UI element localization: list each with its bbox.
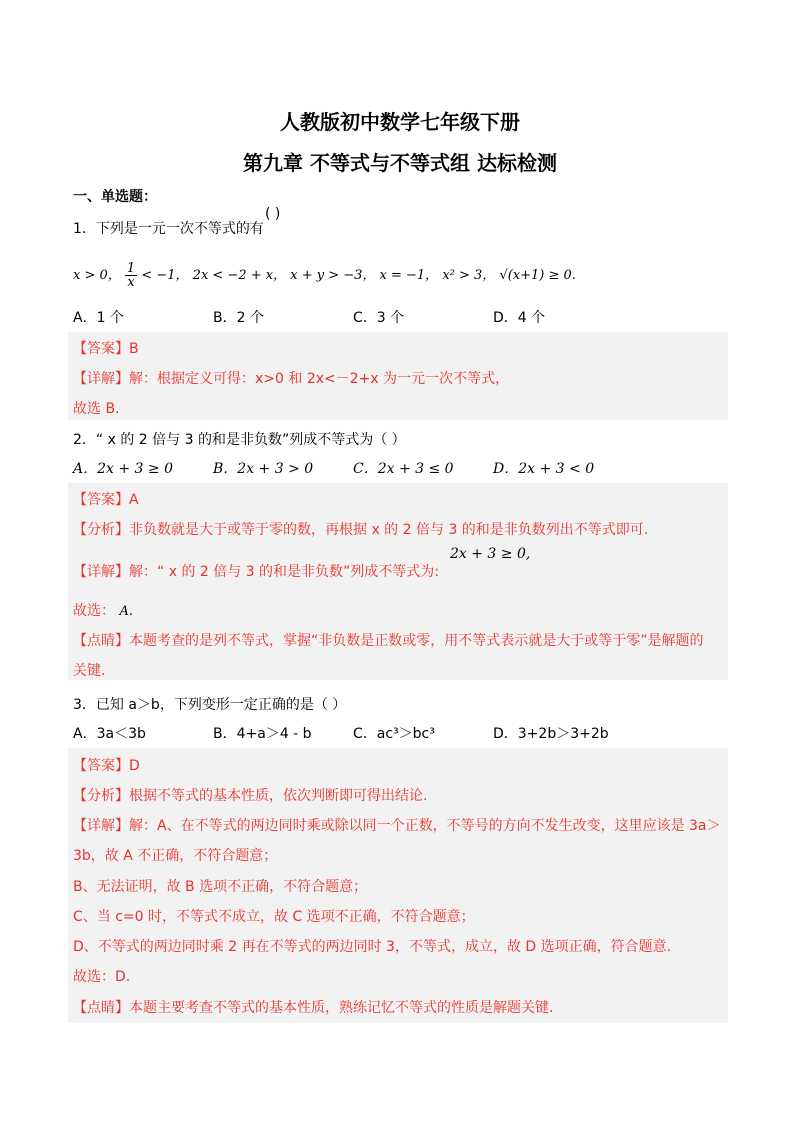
chapter-subtitle: 第九章 不等式与不等式组 达标检测: [243, 151, 557, 175]
q2-comment-line1: 【点睛】本题考查的是列不等式，掌握“非负数是正数或零，用不等式表示就是大于或等于零”是解题的: [73, 633, 704, 649]
q1-option-c: C．3 个: [353, 310, 405, 326]
q1-stem: 1．下列是一元一次不等式的有: [73, 221, 264, 237]
q1-conclusion: 故选 B.: [73, 401, 120, 417]
q2-option-d: D．2x + 3 < 0: [493, 461, 595, 477]
q2-answer: 【答案】A: [73, 492, 139, 508]
q1-expr-a: x > 0，: [73, 268, 121, 283]
q1-expressions: [73, 262, 576, 289]
q2-conclusion-label: 故选：: [73, 603, 115, 619]
q1-expr-c: 2x < −2 + x，: [192, 268, 287, 283]
q1-expr-g: √(x+1) ≥ 0.: [499, 268, 576, 283]
q2-option-b: B．2x + 3 > 0: [213, 461, 314, 477]
q2-detail: 【详解】解：“ x 的 2 倍与 3 的和是非负数”列成不等式为:: [73, 564, 440, 580]
q2-detail-expression: 2x + 3 ≥ 0,: [450, 546, 531, 562]
q2-conclusion-value: A.: [119, 604, 133, 619]
q2-analysis: 【分析】非负数就是大于或等于零的数，再根据 x 的 2 倍与 3 的和是非负数列出不等式即可.: [73, 522, 649, 538]
q3-option-a: A．3a＜3b: [73, 726, 146, 742]
q3-detail-line2: 3b，故 A 不正确，不符合题意；: [73, 848, 278, 864]
q2-answer-box: [68, 483, 728, 680]
q1-option-a: A．1 个: [73, 310, 124, 326]
q3-option-c: C．ac³＞bc³: [353, 726, 435, 742]
q3-option-b: B．4+a＞4 - b: [213, 726, 312, 742]
q3-conclusion: 故选：D.: [73, 969, 131, 985]
q2-comment-line2: 关键.: [73, 663, 106, 679]
q1-frac-num: 1: [126, 261, 136, 276]
q1-expr-b: < −1，: [141, 268, 189, 283]
q1-paren: ( ): [265, 206, 281, 222]
q3-option-d: D．3+2b＞3+2b: [493, 726, 609, 742]
q2-option-a: A．2x + 3 ≥ 0: [73, 461, 173, 477]
q2-stem: 2．“ x 的 2 倍与 3 的和是非负数”列成不等式为（ ）: [73, 432, 406, 448]
q2-conclusion: [73, 600, 133, 620]
q1-option-b: B．2 个: [213, 310, 264, 326]
q1-answer: 【答案】B: [73, 341, 139, 357]
q3-detail-line4: C、当 c=0 时，不等式不成立，故 C 选项不正确，不符合题意；: [73, 909, 475, 925]
q3-detail-line5: D、不等式的两边同时乘 2 再在不等式的两边同时 3，不等式，成立，故 D 选项正确，符合题意.: [73, 939, 672, 955]
q3-analysis: 【分析】根据不等式的基本性质，依次判断即可得出结论.: [73, 788, 428, 804]
q1-expr-d: x + y > −3，: [290, 268, 376, 283]
q1-expr-f: x² > 3，: [442, 268, 496, 283]
q3-comment: 【点睛】本题主要考查不等式的基本性质，熟练记忆不等式的性质是解题关键.: [73, 1000, 554, 1016]
q1-expr-e: x = −1，: [379, 268, 439, 283]
q3-detail-line3: B、无法证明，故 B 选项不正确，不符合题意；: [73, 879, 368, 895]
q1-fraction: [125, 262, 137, 289]
q1-frac-den: x: [127, 275, 135, 290]
q3-stem: 3．已知 a＞b，下列变形一定正确的是（ ）: [73, 697, 347, 713]
q3-answer: 【答案】D: [73, 758, 140, 774]
q1-detail: 【详解】解：根据定义可得：x>0 和 2x<－2+x 为一元一次不等式，: [73, 371, 510, 387]
q2-option-c: C．2x + 3 ≤ 0: [353, 461, 454, 477]
section-heading: 一、单选题：: [73, 189, 157, 205]
document-title: 人教版初中数学七年级下册: [280, 110, 520, 134]
q1-option-d: D．4 个: [493, 310, 546, 326]
q3-detail-line1: 【详解】解：A、在不等式的两边同时乘或除以同一个正数，不等号的方向不发生改变，这里应该是 3a＞: [73, 818, 721, 834]
